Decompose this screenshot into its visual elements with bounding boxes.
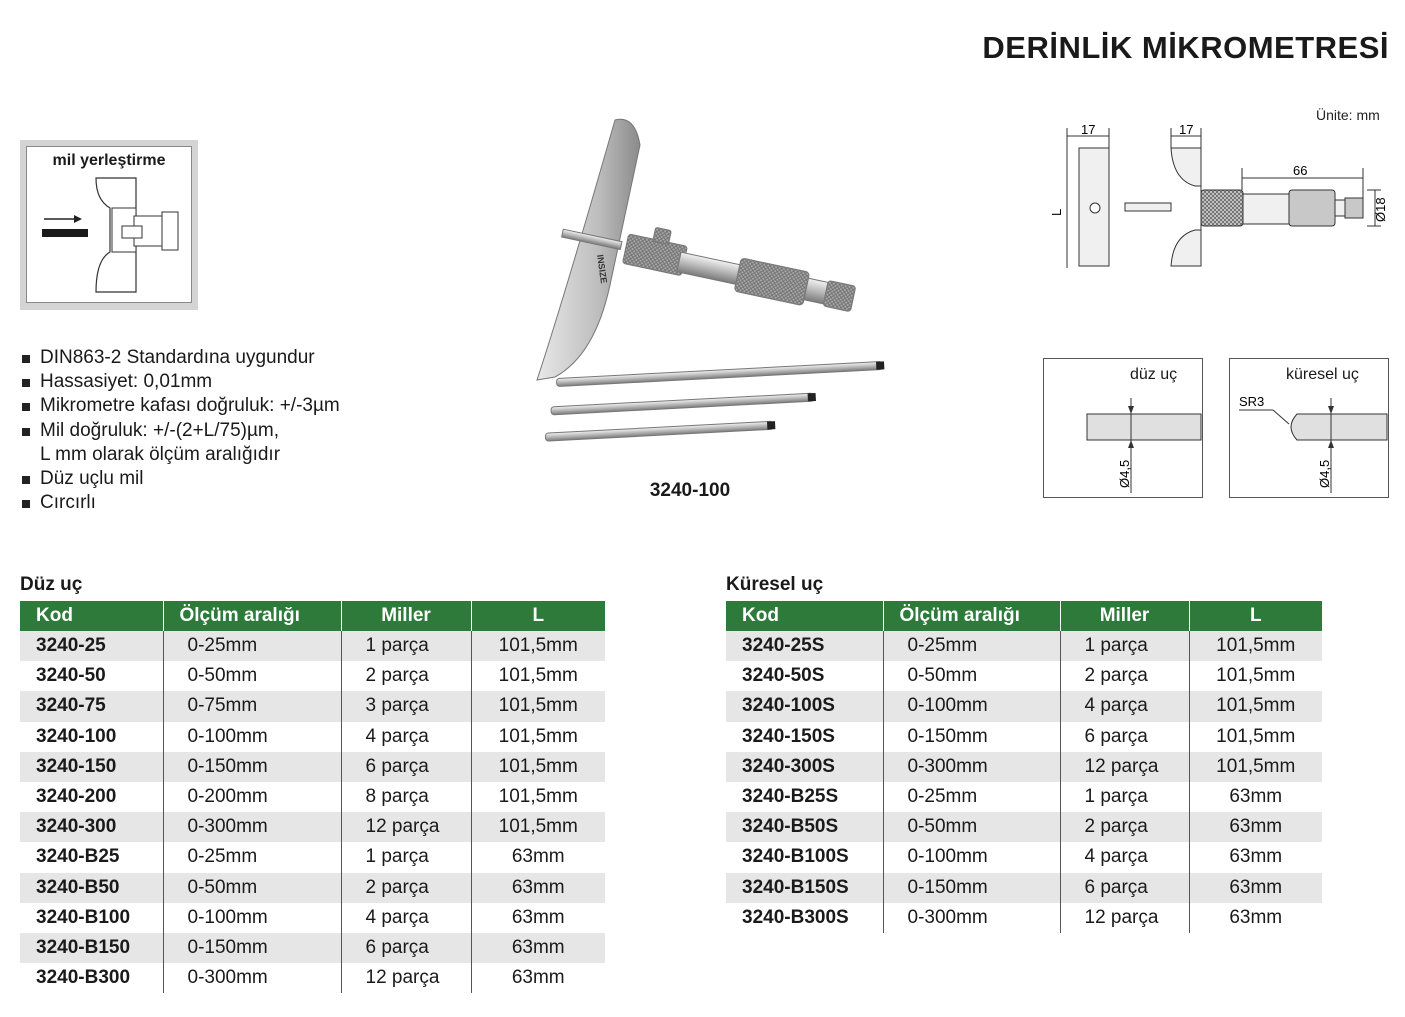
rods-cell: 6 parça [341, 933, 471, 963]
col-header-kod: Kod [20, 601, 163, 631]
table-row [726, 722, 1322, 752]
length-cell: 63mm [471, 903, 605, 933]
table-header-row [726, 601, 1322, 631]
length-cell: 101,5mm [471, 722, 605, 752]
product-code-cell: 3240-200 [20, 782, 163, 812]
range-cell: 0-300mm [163, 963, 341, 993]
dim-width-2: 17 [1179, 122, 1194, 137]
table-row [20, 661, 605, 691]
length-cell: 63mm [471, 873, 605, 903]
table-row [20, 963, 605, 993]
flat-tip-label: düz uç [1130, 366, 1178, 383]
col-header-length: L [1189, 601, 1322, 631]
length-cell: 101,5mm [471, 752, 605, 782]
product-caption: 3240-100 [649, 480, 731, 501]
rods-cell: 1 parça [1060, 782, 1189, 812]
rods-cell: 12 parça [341, 963, 471, 993]
table-row [20, 933, 605, 963]
range-cell: 0-300mm [883, 903, 1060, 933]
product-code-cell: 3240-B25 [20, 842, 163, 872]
length-cell: 101,5mm [471, 691, 605, 721]
product-code-cell: 3240-150 [20, 752, 163, 782]
length-cell: 101,5mm [1189, 752, 1322, 782]
length-cell: 63mm [471, 963, 605, 993]
ball-tip-label: küresel uç [1286, 366, 1359, 383]
product-code-cell: 3240-B50 [20, 873, 163, 903]
range-cell: 0-50mm [163, 661, 341, 691]
rods-cell: 4 parça [341, 903, 471, 933]
col-header-range: Ölçüm aralığı [883, 601, 1060, 631]
table-row [726, 812, 1322, 842]
col-header-kod: Kod [726, 601, 883, 631]
table-header-row [20, 601, 605, 631]
length-cell: 101,5mm [471, 631, 605, 661]
product-code-cell: 3240-B25S [726, 782, 883, 812]
product-code-cell: 3240-300S [726, 752, 883, 782]
table-row [20, 903, 605, 933]
range-cell: 0-25mm [163, 631, 341, 661]
ball-table-body [726, 631, 1322, 933]
rods-cell: 2 parça [1060, 661, 1189, 691]
flat-table-heading: Düz uç [20, 574, 83, 595]
range-cell: 0-75mm [163, 691, 341, 721]
table-row [726, 631, 1322, 661]
product-code-cell: 3240-25 [20, 631, 163, 661]
col-header-rods: Miller [1060, 601, 1189, 631]
table-row [20, 722, 605, 752]
table-row [726, 842, 1322, 872]
ball-tip-drawing [1229, 358, 1389, 498]
table-row [20, 873, 605, 903]
range-cell: 0-50mm [163, 873, 341, 903]
rods-cell: 1 parça [1060, 631, 1189, 661]
feature-item: Düz uçlu mil [22, 467, 340, 491]
product-image [525, 115, 895, 450]
range-cell: 0-200mm [163, 782, 341, 812]
feature-item: Mil doğruluk: +/-(2+L/75)µm, [22, 419, 340, 443]
range-cell: 0-150mm [883, 873, 1060, 903]
product-code-cell: 3240-B150 [20, 933, 163, 963]
table-row [20, 752, 605, 782]
range-cell: 0-150mm [163, 933, 341, 963]
range-cell: 0-100mm [163, 903, 341, 933]
brand-engraving: INSIZE [595, 253, 609, 285]
length-cell: 63mm [471, 842, 605, 872]
table-row [20, 842, 605, 872]
length-cell: 101,5mm [471, 782, 605, 812]
range-cell: 0-100mm [883, 842, 1060, 872]
page-title: DERİNLİK MİKROMETRESİ [982, 30, 1389, 65]
rods-cell: 4 parça [341, 722, 471, 752]
table-row [20, 691, 605, 721]
length-cell: 101,5mm [1189, 631, 1322, 661]
length-cell: 101,5mm [1189, 661, 1322, 691]
rods-cell: 2 parça [341, 661, 471, 691]
range-cell: 0-100mm [883, 691, 1060, 721]
feature-item-continuation: L mm olarak ölçüm aralığıdır [40, 443, 281, 465]
feature-item: Hassasiyet: 0,01mm [22, 370, 340, 394]
length-cell: 63mm [1189, 842, 1322, 872]
rods-cell: 2 parça [341, 873, 471, 903]
table-row [726, 873, 1322, 903]
table-row [726, 782, 1322, 812]
product-code-cell: 3240-25S [726, 631, 883, 661]
feature-item: DIN863-2 Standardına uygundur [22, 346, 340, 370]
rods-cell: 6 parça [341, 752, 471, 782]
length-cell: 101,5mm [1189, 691, 1322, 721]
rods-cell: 12 parça [1060, 903, 1189, 933]
feature-item: Cırcırlı [22, 491, 340, 515]
range-cell: 0-100mm [163, 722, 341, 752]
product-code-cell: 3240-B300 [20, 963, 163, 993]
rods-cell: 6 parça [1060, 722, 1189, 752]
table-row [726, 752, 1322, 782]
length-cell: 63mm [471, 933, 605, 963]
rods-cell: 4 parça [1060, 842, 1189, 872]
length-cell: 101,5mm [1189, 722, 1322, 752]
range-cell: 0-150mm [163, 752, 341, 782]
flat-tip-drawing [1043, 358, 1203, 498]
range-cell: 0-300mm [883, 752, 1060, 782]
col-header-rods: Miller [341, 601, 471, 631]
dimension-drawing [1045, 120, 1400, 280]
dim-width-1: 17 [1081, 122, 1096, 137]
unit-label: Ünite: mm [1316, 107, 1380, 123]
product-code-cell: 3240-300 [20, 812, 163, 842]
table-row [726, 661, 1322, 691]
product-code-cell: 3240-B150S [726, 873, 883, 903]
range-cell: 0-25mm [883, 782, 1060, 812]
range-cell: 0-300mm [163, 812, 341, 842]
product-code-cell: 3240-100S [726, 691, 883, 721]
feature-list [22, 346, 340, 515]
dim-length-66: 66 [1293, 163, 1308, 178]
rods-cell: 4 parça [1060, 691, 1189, 721]
rods-cell: 8 parça [341, 782, 471, 812]
range-cell: 0-50mm [883, 661, 1060, 691]
table-row [726, 903, 1322, 933]
length-cell: 101,5mm [471, 661, 605, 691]
range-cell: 0-50mm [883, 812, 1060, 842]
product-code-cell: 3240-50S [726, 661, 883, 691]
dim-diameter: Ø18 [1373, 197, 1388, 222]
ball-table-heading: Küresel uç [726, 574, 824, 595]
flat-tip-table [20, 601, 605, 993]
rods-cell: 12 parça [1060, 752, 1189, 782]
product-code-cell: 3240-B100 [20, 903, 163, 933]
insert-illustration-title: mil yerleştirme [52, 152, 166, 169]
flat-tip-dia: Ø4,5 [1117, 459, 1132, 488]
ball-tip-radius: SR3 [1239, 394, 1265, 409]
product-code-cell: 3240-150S [726, 722, 883, 752]
ball-tip-dia: Ø4,5 [1317, 459, 1332, 488]
range-cell: 0-150mm [883, 722, 1060, 752]
insert-diagram [26, 170, 192, 300]
product-code-cell: 3240-B100S [726, 842, 883, 872]
product-code-cell: 3240-B300S [726, 903, 883, 933]
length-cell: 101,5mm [471, 812, 605, 842]
rods-cell: 6 parça [1060, 873, 1189, 903]
flat-table-body [20, 631, 605, 993]
rods-cell: 1 parça [341, 631, 471, 661]
range-cell: 0-25mm [163, 842, 341, 872]
length-cell: 63mm [1189, 782, 1322, 812]
table-row [20, 631, 605, 661]
table-row [20, 812, 605, 842]
rods-cell: 3 parça [341, 691, 471, 721]
product-code-cell: 3240-100 [20, 722, 163, 752]
range-cell: 0-25mm [883, 631, 1060, 661]
product-code-cell: 3240-75 [20, 691, 163, 721]
length-cell: 63mm [1189, 873, 1322, 903]
rods-cell: 1 parça [341, 842, 471, 872]
feature-item: Mikrometre kafası doğruluk: +/-3µm [22, 394, 340, 418]
ball-tip-table [726, 601, 1322, 933]
rods-cell: 12 parça [341, 812, 471, 842]
length-cell: 63mm [1189, 903, 1322, 933]
product-code-cell: 3240-50 [20, 661, 163, 691]
table-row [726, 691, 1322, 721]
length-cell: 63mm [1189, 812, 1322, 842]
col-header-length: L [471, 601, 605, 631]
table-row [20, 782, 605, 812]
dim-length-L: L [1049, 208, 1064, 216]
rods-cell: 2 parça [1060, 812, 1189, 842]
col-header-range: Ölçüm aralığı [163, 601, 341, 631]
product-code-cell: 3240-B50S [726, 812, 883, 842]
